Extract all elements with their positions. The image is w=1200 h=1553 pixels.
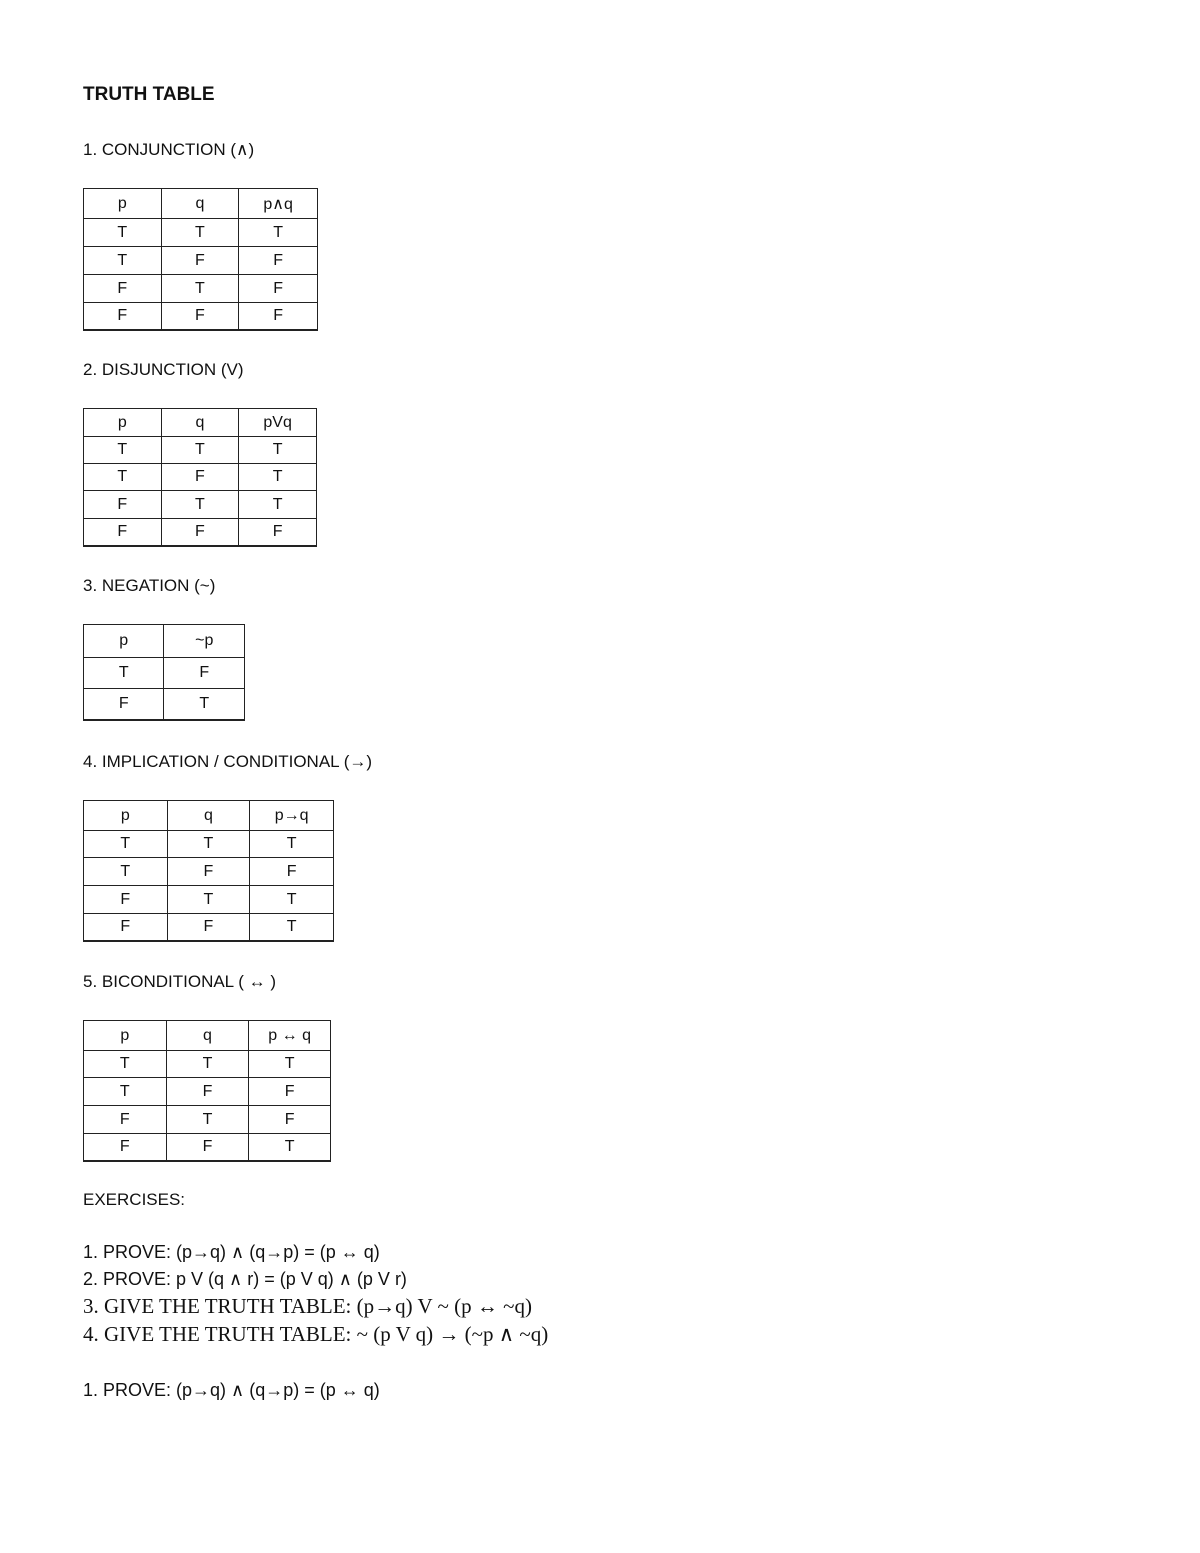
- table-row: [84, 1106, 331, 1134]
- conjunction-table: [83, 188, 318, 331]
- header-cell: p: [84, 409, 162, 437]
- table-cell: F: [84, 491, 162, 519]
- table-cell: T: [84, 437, 162, 464]
- exercise-repeat: 1. PROVE: (p→q) ∧ (q→p) = (p ↔ q): [83, 1380, 380, 1400]
- table-row: [84, 247, 318, 275]
- header-cell: q: [161, 409, 239, 437]
- table-cell: T: [161, 491, 239, 519]
- table-cell: F: [84, 1106, 167, 1134]
- table-cell: T: [249, 1051, 331, 1078]
- table-cell: F: [84, 914, 168, 941]
- implication-heading: 4. IMPLICATION / CONDITIONAL (→): [83, 752, 373, 771]
- table-header-row: [84, 1021, 331, 1051]
- table-cell: T: [164, 689, 245, 720]
- header-cell: q: [167, 801, 250, 831]
- table-cell: T: [166, 1106, 249, 1134]
- table-cell: F: [84, 1134, 167, 1161]
- table-cell: T: [167, 831, 250, 858]
- table-cell: F: [84, 303, 162, 330]
- table-cell: T: [250, 886, 334, 914]
- table-row: [84, 464, 317, 491]
- table-row: [84, 219, 318, 247]
- table-row: [84, 1078, 331, 1106]
- header-cell: p→q: [250, 801, 334, 831]
- disjunction-table: [83, 408, 317, 547]
- table-row: [84, 519, 317, 546]
- table-row: [84, 437, 317, 464]
- table-cell: T: [166, 1051, 249, 1078]
- table-cell: T: [249, 1134, 331, 1161]
- biconditional-table: [83, 1020, 331, 1162]
- table-row: [84, 886, 334, 914]
- table-cell: F: [166, 1134, 249, 1161]
- table-row: [84, 1134, 331, 1161]
- table-cell: T: [239, 219, 318, 247]
- exercise-item-1: 1. PROVE: (p→q) ∧ (q→p) = (p ↔ q): [83, 1242, 380, 1262]
- header-cell: p∧q: [239, 189, 318, 219]
- table-cell: T: [84, 658, 164, 689]
- header-cell: p: [84, 189, 162, 219]
- exercise-item-2: 2. PROVE: p V (q ∧ r) = (p V q) ∧ (p V r): [83, 1269, 407, 1289]
- header-cell: p: [84, 801, 168, 831]
- disjunction-heading: 2. DISJUNCTION (V): [83, 360, 244, 379]
- exercise-item-3: 3. GIVE THE TRUTH TABLE: (p→q) V ~ (p ↔ ~q): [83, 1294, 532, 1318]
- table-cell: F: [239, 519, 317, 546]
- header-cell: q: [161, 189, 239, 219]
- table-cell: T: [167, 886, 250, 914]
- table-row: [84, 914, 334, 941]
- table-cell: T: [161, 219, 239, 247]
- exercise-item-4: 4. GIVE THE TRUTH TABLE: ~ (p V q) → (~p ∧ ~q): [83, 1322, 549, 1346]
- header-cell: q: [166, 1021, 249, 1051]
- table-cell: F: [84, 689, 164, 720]
- table-cell: T: [239, 491, 317, 519]
- table-cell: F: [249, 1106, 331, 1134]
- table-cell: F: [84, 886, 168, 914]
- table-cell: T: [84, 1051, 167, 1078]
- table-cell: T: [84, 247, 162, 275]
- table-cell: F: [161, 303, 239, 330]
- table-cell: F: [250, 858, 334, 886]
- table-cell: F: [161, 519, 239, 546]
- table-cell: F: [161, 464, 239, 491]
- header-cell: pVq: [239, 409, 317, 437]
- table-row: [84, 689, 245, 720]
- negation-table: [83, 624, 245, 721]
- exercises-heading: EXERCISES:: [83, 1190, 186, 1209]
- header-cell: p: [84, 625, 164, 658]
- table-row: [84, 1051, 331, 1078]
- table-row: [84, 831, 334, 858]
- table-cell: F: [164, 658, 245, 689]
- table-row: [84, 303, 318, 330]
- table-row: [84, 858, 334, 886]
- table-cell: F: [167, 914, 250, 941]
- table-cell: T: [84, 858, 168, 886]
- table-cell: T: [84, 1078, 167, 1106]
- table-cell: F: [239, 303, 318, 330]
- table-row: [84, 491, 317, 519]
- table-header-row: [84, 801, 334, 831]
- table-cell: T: [84, 464, 162, 491]
- page-title: TRUTH TABLE: [83, 84, 215, 105]
- table-header-row: [84, 189, 318, 219]
- table-cell: T: [239, 437, 317, 464]
- table-row: [84, 275, 318, 303]
- table-cell: F: [166, 1078, 249, 1106]
- table-cell: T: [161, 437, 239, 464]
- table-cell: F: [239, 247, 318, 275]
- table-cell: T: [161, 275, 239, 303]
- table-row: [84, 658, 245, 689]
- biconditional-heading: 5. BICONDITIONAL ( ↔ ): [83, 972, 277, 991]
- table-cell: F: [249, 1078, 331, 1106]
- implication-table: [83, 800, 334, 942]
- table-cell: T: [239, 464, 317, 491]
- table-header-row: [84, 625, 245, 658]
- table-header-row: [84, 409, 317, 437]
- negation-heading: 3. NEGATION (~): [83, 576, 216, 595]
- table-cell: F: [161, 247, 239, 275]
- table-cell: T: [84, 831, 168, 858]
- table-cell: T: [250, 914, 334, 941]
- table-cell: F: [239, 275, 318, 303]
- header-cell: ~p: [164, 625, 245, 658]
- table-cell: T: [84, 219, 162, 247]
- table-cell: T: [250, 831, 334, 858]
- table-cell: F: [84, 275, 162, 303]
- conjunction-heading: 1. CONJUNCTION (∧): [83, 140, 255, 159]
- table-cell: F: [84, 519, 162, 546]
- table-cell: F: [167, 858, 250, 886]
- header-cell: p ↔ q: [249, 1021, 331, 1051]
- header-cell: p: [84, 1021, 167, 1051]
